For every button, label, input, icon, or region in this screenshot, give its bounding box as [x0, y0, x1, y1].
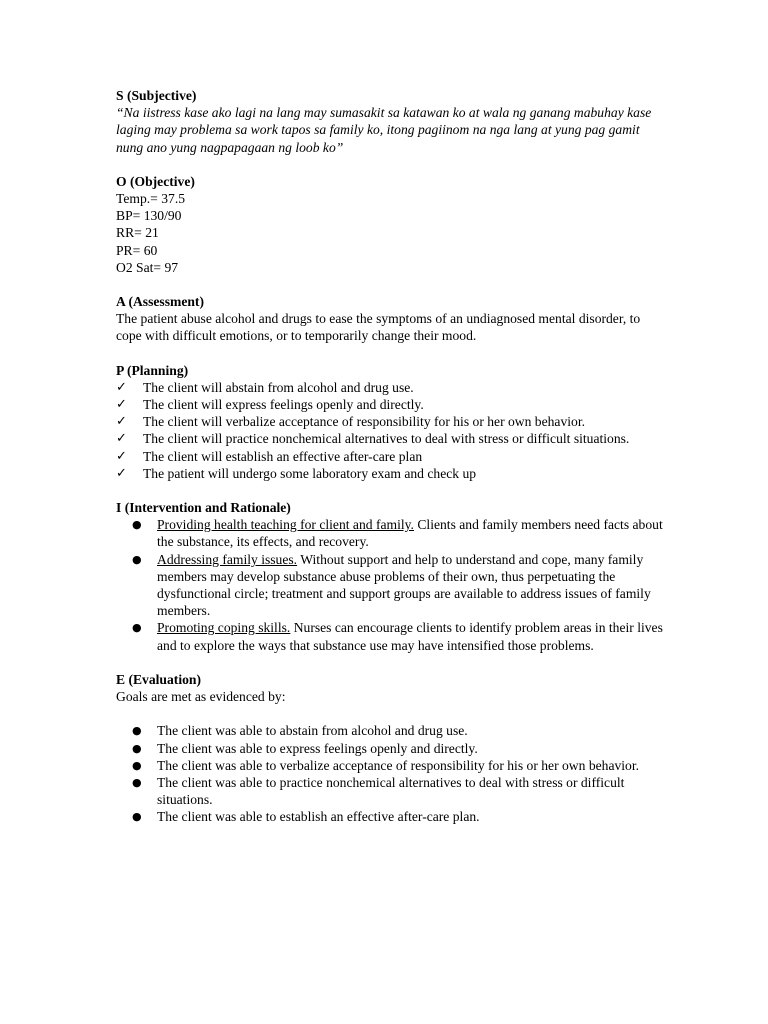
list-item	[116, 379, 666, 396]
bullet-icon: ●	[132, 775, 142, 789]
list-item	[116, 448, 666, 465]
bullet-icon: ●	[132, 621, 142, 635]
intervention-rationale: Nurses can encourage clients to identify problem areas in their lives and to explore the ways that substance use may have intensified those problems.	[157, 620, 663, 653]
bullet-icon: ●	[132, 518, 142, 532]
vital-rr: RR= 21	[116, 225, 159, 241]
bullet-icon: ●	[132, 741, 142, 755]
planning-item-text: The client will abstain from alcohol and drug use.	[143, 379, 414, 395]
assessment-heading: A (Assessment)	[116, 294, 204, 310]
checkmark-icon: ✓	[116, 414, 127, 430]
document-page	[116, 87, 666, 826]
intervention-heading: I (Intervention and Rationale)	[116, 500, 291, 516]
checkmark-icon: ✓	[116, 431, 127, 447]
intervention-section	[116, 499, 666, 654]
planning-item-text: The patient will undergo some laboratory exam and check up	[143, 465, 477, 481]
vital-bp: BP= 130/90	[116, 208, 182, 224]
intervention-title: Addressing family issues.	[157, 551, 298, 567]
objective-heading: O (Objective)	[116, 173, 195, 189]
bullet-icon: ●	[132, 724, 142, 738]
assessment-text: The patient abuse alcohol and drugs to ease the symptoms of an undiagnosed mental disorder, to cope with difficult emotions, or to temporarily change their mood.	[116, 311, 641, 344]
list-item	[116, 740, 666, 757]
subjective-section	[116, 87, 666, 156]
intervention-rationale: Without support and help to understand and cope, many family members may develop substance abuse problems of their own, thus perpetuating the dysfunctional circle; treatment and support groups are available to address issues of family members.	[157, 551, 651, 619]
evaluation-list	[116, 722, 666, 825]
evaluation-item-text: The client was able to verbalize acceptance of responsibility for his or her own behavior.	[157, 757, 640, 773]
planning-item-text: The client will express feelings openly and directly.	[143, 397, 424, 413]
list-item	[116, 757, 666, 774]
evaluation-item-text: The client was able to establish an effective after-care plan.	[157, 809, 480, 825]
evaluation-intro: Goals are met as evidenced by:	[116, 689, 286, 705]
evaluation-heading: E (Evaluation)	[116, 671, 201, 687]
list-item	[116, 396, 666, 413]
assessment-section	[116, 293, 666, 345]
checkmark-icon: ✓	[116, 465, 127, 481]
vital-pr: PR= 60	[116, 242, 158, 258]
checkmark-icon: ✓	[116, 448, 127, 464]
planning-item-text: The client will practice nonchemical alternatives to deal with stress or difficult situations.	[143, 431, 630, 447]
evaluation-section	[116, 671, 666, 826]
list-item	[116, 551, 666, 620]
subjective-quote: “Na iistress kase ako lagi na lang may sumasakit sa katawan ko at wala ng ganang mabuhay kase laging may problema sa work tapos sa family ko, itong pagiinom na nga lang at yung pag gamit nung ano yung nagpapagaan ng loob ko”	[116, 105, 652, 155]
intervention-rationale: Clients and family members need facts about the substance, its effects, and recovery.	[157, 517, 663, 550]
list-item	[116, 465, 666, 482]
planning-item-text: The client will verbalize acceptance of responsibility for his or her own behavior.	[143, 414, 586, 430]
list-item	[116, 516, 666, 550]
vital-temp: Temp.= 37.5	[116, 191, 186, 207]
planning-section	[116, 362, 666, 482]
spacer	[116, 705, 666, 722]
vital-o2sat: O2 Sat= 97	[116, 259, 179, 275]
list-item	[116, 808, 666, 825]
bullet-icon: ●	[132, 810, 142, 824]
list-item	[116, 774, 666, 808]
bullet-icon: ●	[132, 552, 142, 566]
evaluation-item-text: The client was able to practice nonchemical alternatives to deal with stress or difficult situations.	[157, 774, 625, 808]
objective-section	[116, 173, 666, 276]
intervention-list	[116, 516, 666, 654]
checkmark-icon: ✓	[116, 397, 127, 413]
list-item	[116, 619, 666, 653]
evaluation-item-text: The client was able to abstain from alcohol and drug use.	[157, 723, 468, 739]
list-item	[116, 722, 666, 739]
list-item	[116, 430, 666, 447]
subjective-heading: S (Subjective)	[116, 88, 197, 103]
evaluation-item-text: The client was able to express feelings openly and directly.	[157, 740, 478, 756]
intervention-title: Providing health teaching for client and family.	[157, 517, 414, 533]
list-item	[116, 413, 666, 430]
planning-heading: P (Planning)	[116, 362, 189, 378]
checkmark-icon: ✓	[116, 379, 127, 395]
intervention-title: Promoting coping skills.	[157, 620, 291, 636]
planning-list	[116, 379, 666, 482]
planning-item-text: The client will establish an effective after-care plan	[143, 448, 423, 464]
bullet-icon: ●	[132, 758, 142, 772]
